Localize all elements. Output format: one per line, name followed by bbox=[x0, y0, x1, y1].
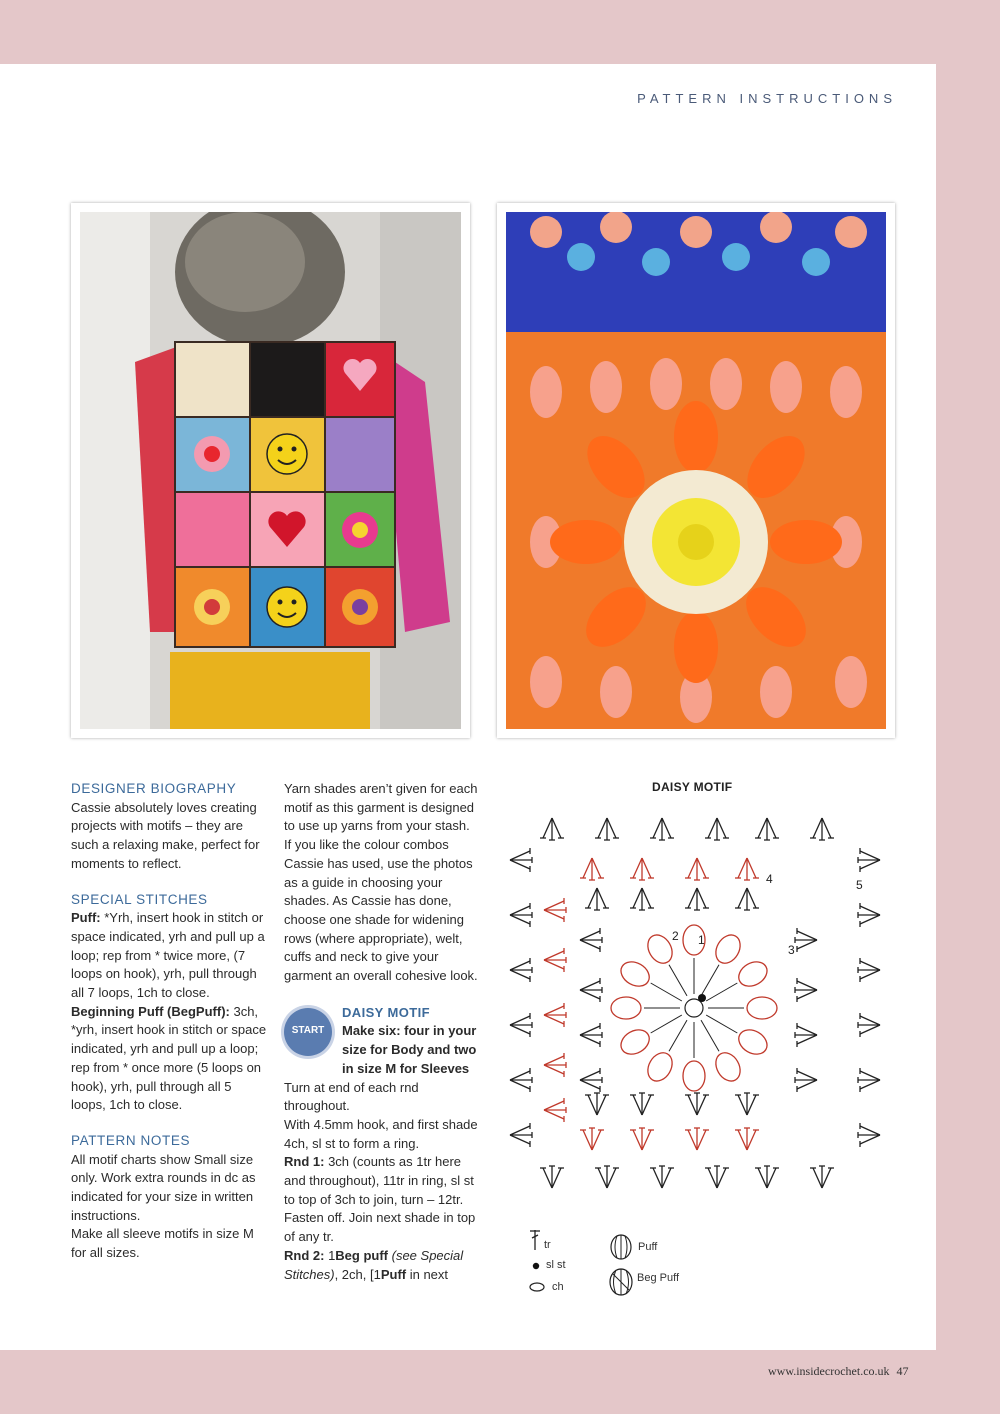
outer-right-fan-1 bbox=[858, 903, 880, 927]
yarn-note: Yarn shades aren’t given for each motif as this garment is designed to use up yarns from your stash. If you like the colour combos Cassie has used, use the photos as a guide in choosing your shades. As Cassie has done, choose one shade for widening rows (where appropriate), welt, cuffs and neck to give your garment an overall cohesive look. bbox=[284, 781, 478, 984]
tr-stitch bbox=[651, 983, 682, 1001]
outer-left-fan-4 bbox=[510, 1068, 532, 1092]
daisy-rnd1 bbox=[284, 1153, 480, 1247]
round-label-2: 2 bbox=[672, 929, 679, 943]
outer-left-fan-0 bbox=[510, 848, 532, 872]
rnd2-label: Rnd 2: bbox=[284, 1247, 325, 1263]
rnd2-puff: Puff bbox=[380, 1266, 407, 1282]
puff-text: *Yrh, insert hook in stitch or space indicated, yrh and pull up a loop; rep from * twice more, (7 loops on hook), yrh, pull through all 7 loops, 1ch to close. bbox=[71, 910, 265, 1001]
outer-bottom-fan-2 bbox=[650, 1166, 674, 1188]
puff-stitch bbox=[683, 1061, 705, 1091]
inner-left-fan-3 bbox=[580, 1068, 602, 1092]
chart-legend bbox=[525, 1228, 725, 1303]
page-number: 47 bbox=[896, 1364, 909, 1378]
outer-bottom-fan-1 bbox=[595, 1166, 619, 1188]
outer-top-fan-5 bbox=[810, 818, 834, 840]
puff-stitch bbox=[747, 997, 777, 1019]
inner-right-fan-0 bbox=[795, 928, 817, 952]
red-left-fan-0 bbox=[544, 898, 566, 922]
outer-left-fan-2 bbox=[510, 958, 532, 982]
legend-puff-label: Puff bbox=[638, 1241, 658, 1253]
inner-top-fan-2 bbox=[685, 888, 709, 910]
rnd2-part-a: 1 bbox=[324, 1247, 336, 1263]
slst-symbol-icon bbox=[531, 1261, 541, 1271]
page-footer bbox=[768, 1364, 909, 1379]
outer-top-fan-4 bbox=[755, 818, 779, 840]
notes-paragraph-2: Make all sleeve motifs in size M for all sizes. bbox=[71, 1226, 254, 1261]
red-bottom-fan-2 bbox=[685, 1128, 709, 1150]
outer-top-fan-3 bbox=[705, 818, 729, 840]
daisy-ring: With 4.5mm hook, and first shade 4ch, sl st to form a ring. bbox=[284, 1116, 478, 1151]
red-left-fan-3 bbox=[544, 1053, 566, 1077]
inner-top-fan-0 bbox=[585, 888, 609, 910]
outer-left-fan-5 bbox=[510, 1123, 532, 1147]
outer-right-fan-4 bbox=[858, 1068, 880, 1092]
inner-bottom-fan-0 bbox=[585, 1093, 609, 1115]
inner-bottom-fan-3 bbox=[735, 1093, 759, 1115]
tr-stitch bbox=[669, 1020, 687, 1051]
puff-stitch bbox=[711, 1048, 745, 1085]
red-top-fan-0 bbox=[580, 858, 604, 880]
centre-ring bbox=[685, 999, 703, 1017]
rnd2-begpuff: Beg puff bbox=[335, 1247, 389, 1263]
puff-stitch bbox=[611, 997, 641, 1019]
puff-stitch bbox=[617, 957, 654, 991]
motif-closeup-photo bbox=[497, 203, 895, 738]
tr-stitch bbox=[701, 1020, 719, 1051]
tr-stitch bbox=[706, 1015, 737, 1033]
outer-left-fan-1 bbox=[510, 903, 532, 927]
slst-mark bbox=[698, 994, 706, 1002]
outer-top-fan-1 bbox=[595, 818, 619, 840]
outer-bottom-fan-0 bbox=[540, 1166, 564, 1188]
outer-right-fan-3 bbox=[858, 1013, 880, 1037]
section-header: PATTERN INSTRUCTIONS bbox=[637, 91, 897, 106]
inner-right-fan-3 bbox=[795, 1068, 817, 1092]
round-label-1: 1 bbox=[698, 933, 705, 947]
outer-bottom-fan-5 bbox=[810, 1166, 834, 1188]
column-left bbox=[71, 780, 267, 1263]
round-label-3: 3 bbox=[788, 943, 795, 957]
outer-left-fan-3 bbox=[510, 1013, 532, 1037]
begpuff-text: 3ch, *yrh, insert hook in stitch or space indicated, yrh and pull up a loop; rep from * once more (5 loops on hook), yrh, pull through all 5 loops, 1ch to close. bbox=[71, 1003, 267, 1113]
puff-stitch bbox=[617, 1025, 654, 1059]
outer-bottom-fan-3 bbox=[705, 1166, 729, 1188]
daisy-make: Make six: four in your size for Body and two in size M for Sleeves bbox=[342, 1023, 477, 1076]
tr-stitch bbox=[669, 965, 687, 996]
inner-left-fan-2 bbox=[580, 1023, 602, 1047]
inner-bottom-fan-2 bbox=[685, 1093, 709, 1115]
inner-left-fan-0 bbox=[580, 928, 602, 952]
inner-left-fan-1 bbox=[580, 978, 602, 1002]
inner-right-fan-2 bbox=[795, 1023, 817, 1047]
daisy-rnd2 bbox=[284, 1247, 480, 1284]
rnd1-text: 3ch (counts as 1tr here and throughout), 11tr in ring, sl st to top of 3ch to join, turn – 12tr. Fasten off. Join next shade in top of any tr. bbox=[284, 1154, 476, 1245]
begpuff-term: Beginning Puff (BegPuff): bbox=[71, 1003, 230, 1019]
legend-tr-label: tr bbox=[544, 1239, 551, 1251]
rnd1-label: Rnd 1: bbox=[284, 1154, 325, 1170]
tr-symbol-icon bbox=[525, 1228, 545, 1252]
cardigan-image bbox=[80, 212, 461, 729]
notes-paragraph-1: All motif charts show Small size only. Work extra rounds in dc as indicated for your size in written instructions. bbox=[71, 1151, 256, 1223]
begpuff-symbol-icon bbox=[607, 1266, 635, 1298]
inner-bottom-fan-1 bbox=[630, 1093, 654, 1115]
red-left-fan-4 bbox=[544, 1098, 566, 1122]
puff-stitch bbox=[734, 957, 771, 991]
round-label-5: 5 bbox=[856, 878, 863, 892]
tr-stitch bbox=[651, 1015, 682, 1033]
daisy-chart bbox=[502, 800, 892, 1200]
special-stitches-heading: SPECIAL STITCHES bbox=[71, 891, 208, 907]
puff-symbol-icon bbox=[608, 1232, 634, 1262]
red-left-fan-1 bbox=[544, 948, 566, 972]
puff-stitch bbox=[711, 931, 745, 968]
designer-text: Cassie absolutely loves creating projects with motifs – they are such a relaxing make, perfect for moments to reflect. bbox=[71, 799, 260, 871]
outer-top-fan-2 bbox=[650, 818, 674, 840]
rnd2-see-note: (see Special Stitches) bbox=[284, 1247, 464, 1282]
outer-right-fan-5 bbox=[858, 1123, 880, 1147]
inner-top-fan-3 bbox=[735, 888, 759, 910]
red-bottom-fan-0 bbox=[580, 1128, 604, 1150]
rnd2-part-b: , 2ch, [1 bbox=[334, 1266, 381, 1282]
ch-symbol-icon bbox=[527, 1281, 547, 1293]
start-badge: START bbox=[284, 1008, 332, 1056]
outer-bottom-fan-4 bbox=[755, 1166, 779, 1188]
red-top-fan-1 bbox=[630, 858, 654, 880]
footer-url: www.insidecrochet.co.uk bbox=[768, 1364, 890, 1378]
inner-right-fan-1 bbox=[795, 978, 817, 1002]
outer-right-fan-0 bbox=[858, 848, 880, 872]
puff-definition bbox=[71, 909, 267, 1003]
pattern-notes-heading: PATTERN NOTES bbox=[71, 1132, 191, 1148]
cardigan-photo bbox=[71, 203, 470, 738]
red-top-fan-3 bbox=[735, 858, 759, 880]
tr-stitch bbox=[706, 983, 737, 1001]
daisy-heading: DAISY MOTIF bbox=[342, 1004, 430, 1020]
inner-top-fan-1 bbox=[630, 888, 654, 910]
rnd2-part-c: in next bbox=[406, 1266, 449, 1282]
puff-stitch bbox=[734, 1025, 771, 1059]
legend-slst-label: sl st bbox=[546, 1259, 566, 1271]
designer-heading: DESIGNER BIOGRAPHY bbox=[71, 781, 237, 796]
motif-closeup-image bbox=[506, 212, 886, 729]
puff-term: Puff: bbox=[71, 910, 101, 926]
legend-begpuff-label: Beg Puff bbox=[637, 1272, 679, 1284]
red-bottom-fan-3 bbox=[735, 1128, 759, 1150]
chart-bounds bbox=[512, 818, 880, 1188]
daisy-start-block bbox=[284, 1004, 480, 1079]
outer-top-fan-0 bbox=[540, 818, 564, 840]
outer-right-fan-2 bbox=[858, 958, 880, 982]
red-left-fan-2 bbox=[544, 1003, 566, 1027]
red-bottom-fan-1 bbox=[630, 1128, 654, 1150]
tr-stitch bbox=[701, 965, 719, 996]
begpuff-definition bbox=[71, 1003, 267, 1115]
puff-stitch bbox=[643, 1048, 677, 1085]
round-label-4: 4 bbox=[766, 872, 773, 886]
chart-title: DAISY MOTIF bbox=[652, 780, 733, 794]
column-middle bbox=[284, 780, 480, 1284]
legend-ch-label: ch bbox=[552, 1281, 564, 1293]
daisy-turn: Turn at end of each rnd throughout. bbox=[284, 1079, 419, 1114]
red-top-fan-2 bbox=[685, 858, 709, 880]
